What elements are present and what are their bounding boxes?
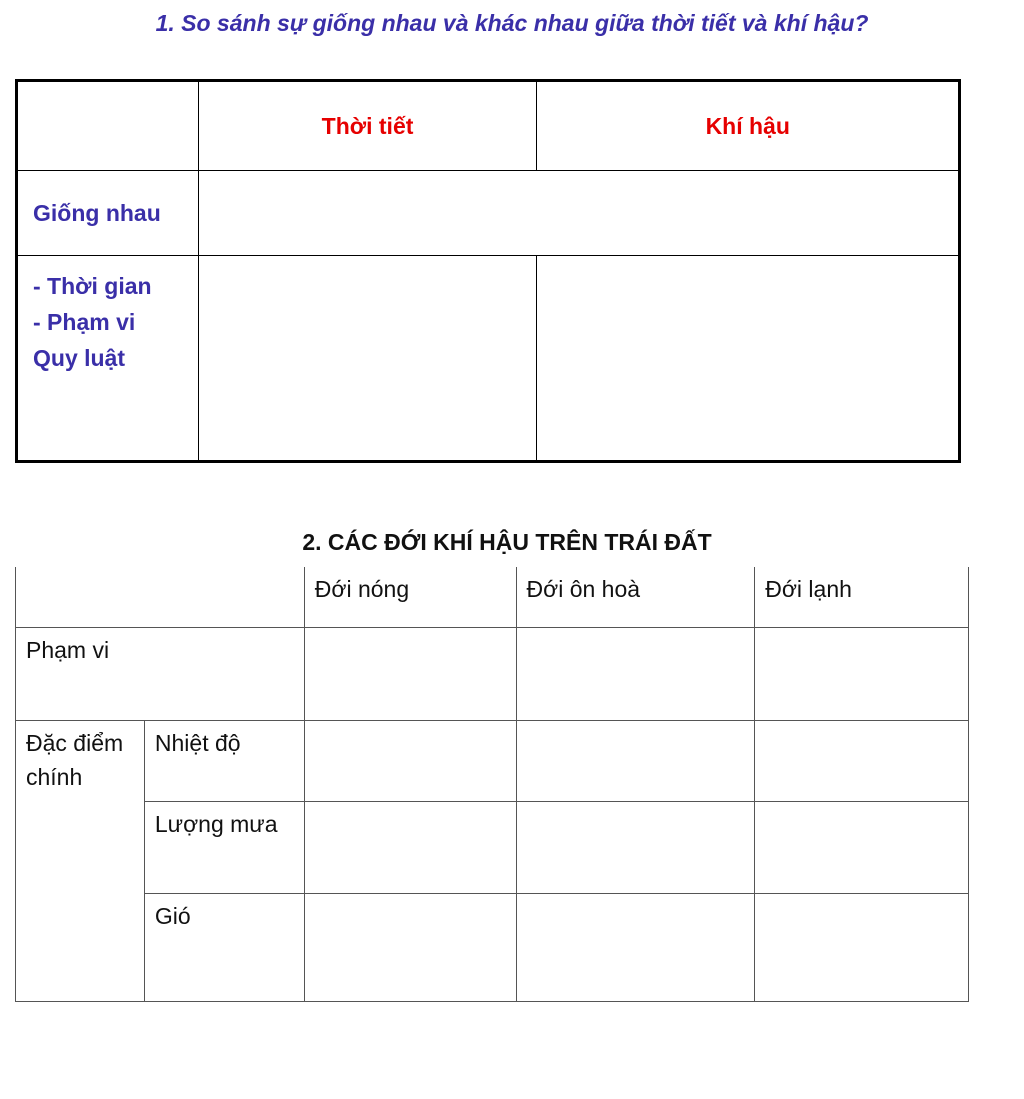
climate-differences-answer-cell[interactable] <box>537 256 960 462</box>
zones-row-temperature <box>16 720 969 801</box>
row-label-rainfall: Lượng mưa <box>144 801 304 893</box>
zones-row-rainfall <box>16 801 969 893</box>
table-row-differences <box>17 256 960 462</box>
hot-zone-wind-cell[interactable] <box>304 893 516 1001</box>
climate-zones-table <box>15 567 969 1002</box>
diff-scope-label: - Phạm vi <box>33 309 136 335</box>
similarities-answer-cell[interactable] <box>198 171 959 256</box>
header-weather: Thời tiết <box>198 81 537 171</box>
temperate-zone-temperature-cell[interactable] <box>516 720 755 801</box>
question-2-title: 2. CÁC ĐỚI KHÍ HẬU TRÊN TRÁI ĐẤT <box>302 529 712 555</box>
cold-zone-scope-cell[interactable] <box>755 627 969 720</box>
temperate-zone-rainfall-cell[interactable] <box>516 801 755 893</box>
zones-row-wind <box>16 893 969 1001</box>
zones-header-empty-cell <box>16 567 305 627</box>
hot-zone-scope-cell[interactable] <box>304 627 516 720</box>
header-cold-zone: Đới lạnh <box>755 567 969 627</box>
header-temperate-zone: Đới ôn hoà <box>516 567 755 627</box>
row-label-main-features: Đặc điểm chính <box>16 720 145 1001</box>
row-label-differences <box>17 256 199 462</box>
row-label-wind: Gió <box>144 893 304 1001</box>
diff-time-label: - Thời gian <box>33 273 152 299</box>
row-label-similarities: Giống nhau <box>17 171 199 256</box>
cold-zone-rainfall-cell[interactable] <box>755 801 969 893</box>
diff-rule-label: Quy luật <box>33 345 126 371</box>
temperate-zone-scope-cell[interactable] <box>516 627 755 720</box>
row-label-scope: Phạm vi <box>16 627 305 720</box>
question-1-title: 1. So sánh sự giống nhau và khác nhau giữa thời tiết và khí hậu? <box>155 10 869 36</box>
table-header-row <box>17 81 960 171</box>
hot-zone-temperature-cell[interactable] <box>304 720 516 801</box>
cold-zone-temperature-cell[interactable] <box>755 720 969 801</box>
header-hot-zone: Đới nóng <box>304 567 516 627</box>
hot-zone-rainfall-cell[interactable] <box>304 801 516 893</box>
header-empty-cell <box>17 81 199 171</box>
table-row-similarities <box>17 171 960 256</box>
zones-row-scope <box>16 627 969 720</box>
zones-header-row <box>16 567 969 627</box>
temperate-zone-wind-cell[interactable] <box>516 893 755 1001</box>
weather-differences-answer-cell[interactable] <box>198 256 537 462</box>
row-label-temperature: Nhiệt độ <box>144 720 304 801</box>
cold-zone-wind-cell[interactable] <box>755 893 969 1001</box>
header-climate: Khí hậu <box>537 81 960 171</box>
weather-climate-comparison-table <box>15 79 961 463</box>
